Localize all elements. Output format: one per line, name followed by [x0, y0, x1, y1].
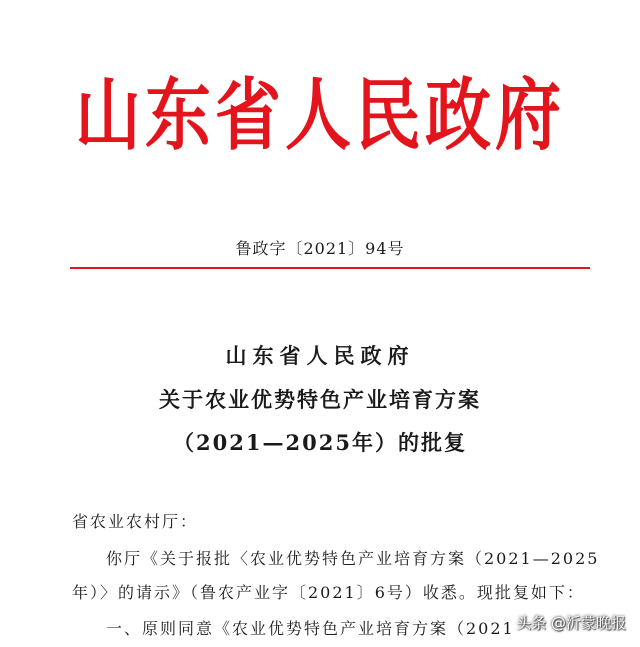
- paragraph-2-line-1: 一、原则同意《农业优势特色产业培育方案（2021: [106, 619, 515, 638]
- doc-title-line-3: （2021—2025年）的批复: [173, 430, 467, 455]
- addressee: 省农业农村厅：: [72, 512, 199, 531]
- paragraph-1-line-2: 年）〉的请示》（鲁农产业字〔2021〕6号）收悉。现批复如下：: [72, 583, 585, 602]
- masthead-title: 山东省人民政府: [75, 69, 565, 162]
- document-number: 鲁政字〔2021〕94号: [235, 239, 405, 258]
- doc-title-line-2: 关于农业优势特色产业培育方案: [159, 387, 481, 412]
- doc-title-line-1: 山东省人民政府: [225, 343, 415, 368]
- red-divider-rule: [70, 267, 590, 269]
- paragraph-1-line-1: 你厅《关于报批〈农业优势特色产业培育方案（2021—2025: [106, 549, 600, 568]
- source-watermark: 头条 @沂蒙晚报: [516, 614, 626, 632]
